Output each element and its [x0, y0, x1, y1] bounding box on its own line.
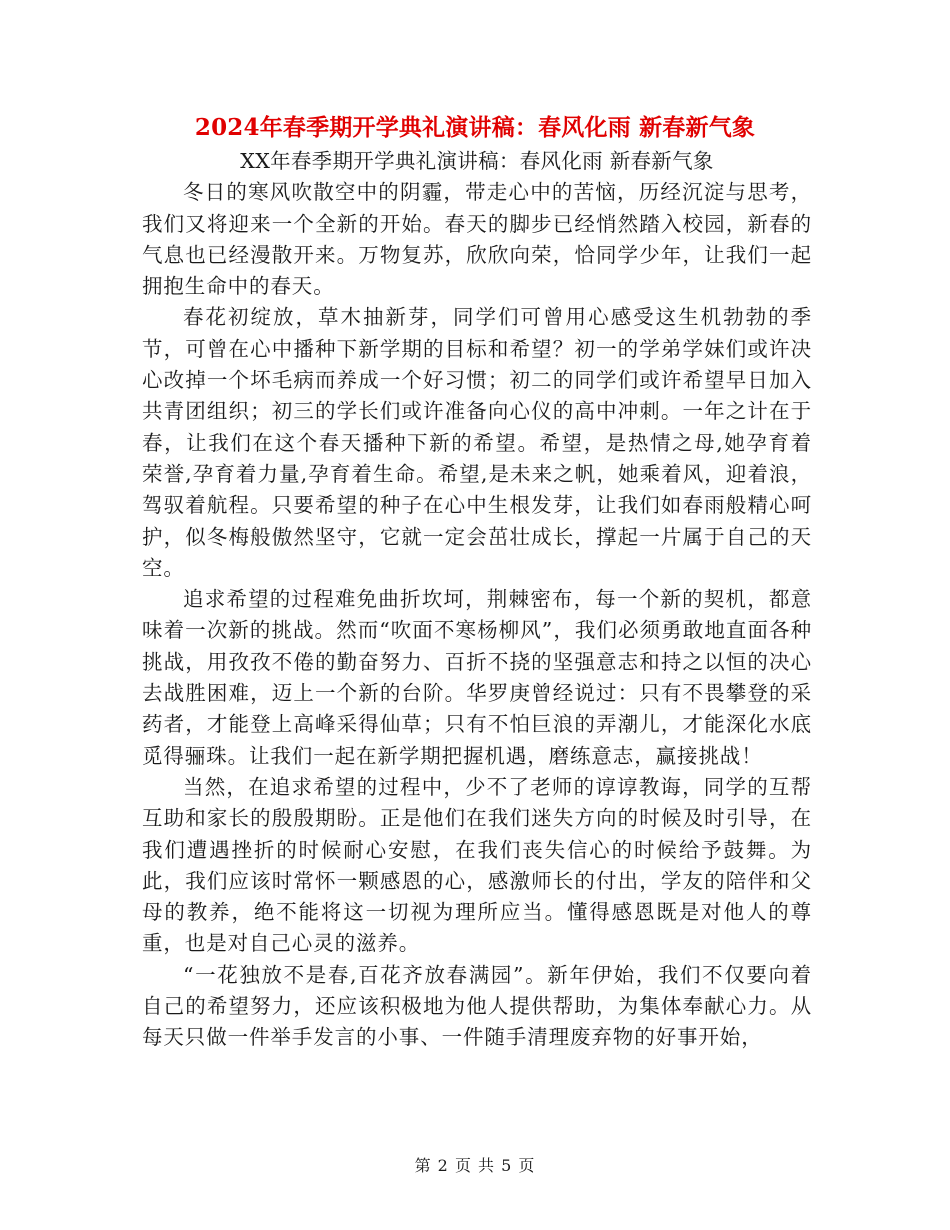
- paragraph-4: 当然，在追求希望的过程中，少不了老师的谆谆教诲，同学的互帮互助和家长的殷殷期盼。正是他们在我们迷失方向的时候及时引导，在我们遭遇挫折的时候耐心安慰，在我们丧失信心的时候给予鼓舞。为此，我们应该时常怀一颗感恩的心，感激师长的付出，学友的陪伴和父母的教养，绝不能将这一切视为理所应当。懂得感恩既是对他人的尊重，也是对自己心灵的滋养。: [142, 774, 812, 956]
- document-subtitle: XX年春季期开学典礼演讲稿：春风化雨 新春新气象: [240, 149, 714, 173]
- page-number: 第 2 页 共 5 页: [414, 1156, 536, 1175]
- paragraph-2: 春花初绽放，草木抽新芽，同学们可曾用心感受这生机勃勃的季节，可曾在心中播种下新学期的目标和希望？初一的学弟学妹们或许决心改掉一个坏毛病而养成一个好习惯；初二的同学们或许希望早日加入共青团组织；初三的学长们或许准备向心仪的高中冲刺。一年之计在于春，让我们在这个春天播种下新的希望。希望，是热情之母,她孕育着荣誉,孕育着力量,孕育着生命。希望,是未来之帆，她乘着风，迎着浪，驾驭着航程。只要希望的种子在心中生根发芽，让我们如春雨般精心呵护，似冬梅般傲然坚守，它就一定会茁壮成长，撑起一片属于自己的天空。: [142, 305, 812, 580]
- document-body: [142, 146, 812, 1054]
- paragraph-1: 冬日的寒风吹散空中的阴霾，带走心中的苦恼，历经沉淀与思考，我们又将迎来一个全新的开始。春天的脚步已经悄然踏入校园，新春的气息也已经漫散开来。万物复苏，欣欣向荣，恰同学少年，让我们一起拥抱生命中的春天。: [142, 180, 812, 299]
- document-title: 2024年春季期开学典礼演讲稿：春风化雨 新春新气象: [194, 114, 756, 141]
- paragraph-5: “一花独放不是春,百花齐放春满园”。新年伊始，我们不仅要向着自己的希望努力，还应该积极地为他人提供帮助，为集体奉献心力。从每天只做一件举手发言的小事、一件随手清理废弃物的好事开始，: [142, 962, 812, 1050]
- page-footer: [0, 1155, 950, 1177]
- paragraph-3: 追求希望的过程难免曲折坎坷，荆棘密布，每一个新的契机，都意味着一次新的挑战。然而“吹面不寒杨柳风”，我们必须勇敢地直面各种挑战，用孜孜不倦的勤奋努力、百折不挠的坚强意志和持之以恒的决心去战胜困难，迈上一个新的台阶。华罗庚曾经说过：只有不畏攀登的采药者，才能登上高峰采得仙草；只有不怕巨浪的弄潮儿，才能深化水底觅得骊珠。让我们一起在新学期把握机遇，磨练意志，赢接挑战！: [142, 587, 812, 768]
